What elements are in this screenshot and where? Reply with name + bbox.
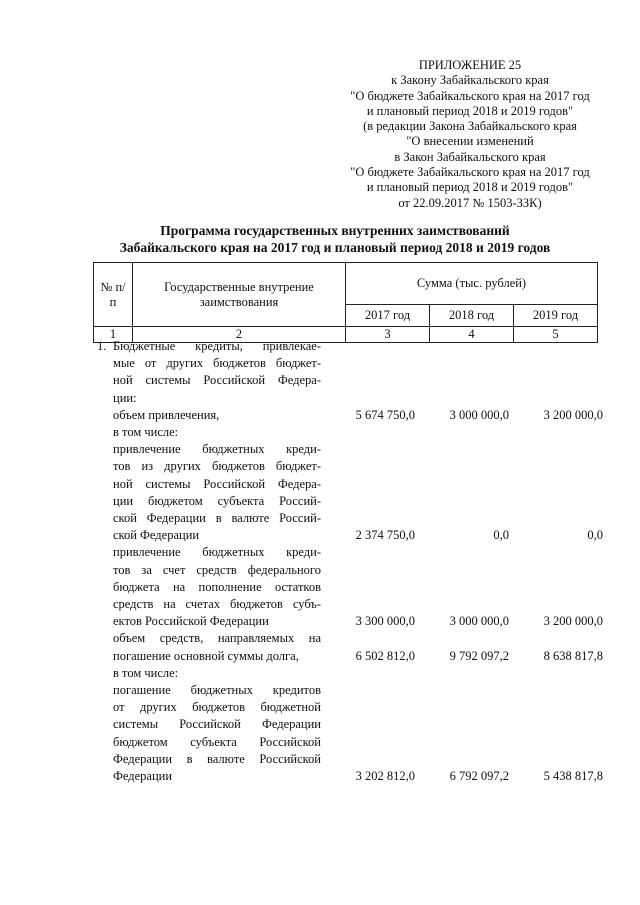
col-number: 5 xyxy=(514,327,598,343)
value-2018: 0,0 xyxy=(493,528,509,543)
row-text-line: системы Российской Федерации xyxy=(113,717,321,732)
table-row xyxy=(93,338,603,407)
row-text-line: привлечение бюджетных креди- xyxy=(113,545,321,560)
item-number: 1. xyxy=(97,339,107,353)
col-number: 2 xyxy=(133,327,346,343)
value-2017: 3 202 812,0 xyxy=(355,769,415,784)
table-row xyxy=(93,407,603,424)
row-text-line: бюджета на пополнение остатков xyxy=(113,579,321,594)
table-row xyxy=(93,544,603,630)
appendix-line: "О бюджете Забайкальского края на 2017 год xyxy=(350,165,590,180)
header-year-2018: 2018 год xyxy=(430,305,514,327)
appendix-line: и плановый период 2018 и 2019 годов" xyxy=(366,180,574,195)
value-2019: 8 638 817,8 xyxy=(543,648,603,663)
row-text-line: погашение основной суммы долга, xyxy=(113,648,299,663)
row-text xyxy=(111,630,321,664)
title-line-1: Программа государственных внутренних заимствований xyxy=(160,223,510,238)
value-2019: 3 200 000,0 xyxy=(543,614,603,629)
header-name: Государственные внутрение заимствования xyxy=(133,263,346,327)
header-year-2017: 2017 год xyxy=(346,305,430,327)
appendix-line: ПРИЛОЖЕНИЕ 25 xyxy=(418,58,522,72)
header-num: № п/п xyxy=(94,263,133,327)
table-header xyxy=(93,262,598,343)
row-text-line: ной системы Российской Федера- xyxy=(113,373,321,388)
row-text-line: ектов Российской Федерации xyxy=(113,614,269,629)
value-2018: 6 792 097,2 xyxy=(449,769,509,784)
col-number: 3 xyxy=(346,327,430,343)
row-text-line: ции бюджетом субъекта Россий- xyxy=(113,493,321,508)
appendix-line: и плановый период 2018 и 2019 годов" xyxy=(366,103,574,118)
row-text xyxy=(111,338,321,407)
row-text xyxy=(111,682,321,785)
row-text xyxy=(111,407,321,424)
row-text-line: средств на счетах бюджетов субъ- xyxy=(113,597,321,612)
row-text xyxy=(111,665,321,682)
value-2019: 3 200 000,0 xyxy=(543,407,603,422)
row-text xyxy=(111,544,321,630)
document-title xyxy=(95,222,575,256)
row-text-line: ной системы Российской Федера- xyxy=(113,476,321,491)
header-year-2019: 2019 год xyxy=(514,305,598,327)
table-body xyxy=(93,338,603,785)
title-line-2: Забайкальского края на 2017 год и плановый период 2018 и 2019 годов xyxy=(119,240,551,255)
row-text xyxy=(111,441,321,544)
value-2017: 3 300 000,0 xyxy=(355,614,415,629)
value-2019: 5 438 817,8 xyxy=(543,769,603,784)
appendix-line: от 22.09.2017 № 1503-ЗЗК) xyxy=(398,195,542,210)
appendix-line: в Закон Забайкальского края xyxy=(394,149,546,164)
row-text-line: погашение бюджетных кредитов xyxy=(113,683,321,698)
table-row xyxy=(93,424,603,441)
row-text-line: Бюджетные кредиты, привлекае- xyxy=(113,339,321,353)
appendix-line: к Закону Забайкальского края xyxy=(391,73,549,88)
row-text-line: от других бюджетов бюджетной xyxy=(113,700,321,715)
row-text-line: бюджетом субъекта Российской xyxy=(113,734,321,749)
appendix-line: "О бюджете Забайкальского края на 2017 год xyxy=(350,88,590,103)
table-row xyxy=(93,630,603,664)
row-text-line: ции: xyxy=(113,390,137,405)
row-text-line: ской Федерации в валюте Россий- xyxy=(113,511,321,526)
row-text-line: объем привлечения, xyxy=(113,407,220,422)
col-number: 1 xyxy=(94,327,133,343)
value-2017: 2 374 750,0 xyxy=(355,528,415,543)
row-text-line: в том числе: xyxy=(113,425,179,440)
table-row xyxy=(93,682,603,785)
appendix-line: (в редакции Закона Забайкальского края xyxy=(363,119,577,134)
value-2019: 0,0 xyxy=(587,528,603,543)
row-text-line: в том числе: xyxy=(113,665,179,680)
appendix-header xyxy=(330,58,610,211)
row-text-line: тов за счет средств федерального xyxy=(113,562,321,577)
row-text-line: объем средств, направляемых на xyxy=(113,631,321,646)
table-row xyxy=(93,441,603,544)
value-2017: 6 502 812,0 xyxy=(355,648,415,663)
value-2018: 3 000 000,0 xyxy=(449,614,509,629)
row-text-line: привлечение бюджетных креди- xyxy=(113,442,321,457)
row-text-line: мые от других бюджетов бюджет- xyxy=(113,356,321,371)
value-2018: 9 792 097,2 xyxy=(449,648,509,663)
value-2017: 5 674 750,0 xyxy=(355,407,415,422)
value-2018: 3 000 000,0 xyxy=(449,407,509,422)
row-text-line: ской Федерации xyxy=(113,528,200,543)
table-row xyxy=(93,665,603,682)
row-text-line: Федерации в валюте Российской xyxy=(113,751,321,766)
row-text-line: тов из других бюджетов бюджет- xyxy=(113,459,321,474)
col-number: 4 xyxy=(430,327,514,343)
header-sum: Сумма (тыс. рублей) xyxy=(346,263,598,305)
row-text xyxy=(111,424,321,441)
appendix-line: "О внесении изменений xyxy=(406,134,534,149)
row-text-line: Федерации xyxy=(113,769,173,784)
